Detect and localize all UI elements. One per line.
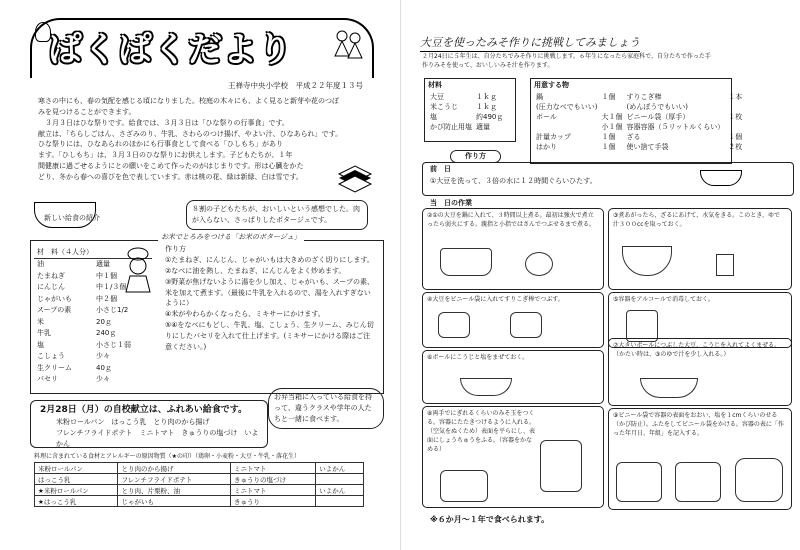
tool-row-cell: 使い捨て手袋: [626, 143, 669, 151]
tool-row-cell: 鍋: [536, 93, 543, 101]
ingredient-row-cell: 少々: [96, 352, 110, 361]
tools-table: [534, 92, 744, 152]
cup-icon: [716, 254, 734, 276]
allergy-row-cell: きゅうり: [231, 496, 316, 507]
girl-doll-icon: [35, 22, 51, 42]
ingredient-row-cell: たまねぎ: [37, 271, 65, 280]
allergy-row: [35, 474, 364, 485]
materials-title: 材料: [428, 81, 442, 89]
tool-row: [534, 112, 744, 122]
jar-icon: [540, 440, 582, 492]
tool-row-cell: すりこぎ棒: [626, 93, 662, 101]
ingredient-row: [34, 362, 152, 374]
material-row-cell: かび防止用塩: [430, 123, 472, 131]
tool-row-cell: (圧力なべでもいい): [536, 103, 598, 111]
allergy-row-cell: フレンチフライドポテト: [118, 474, 231, 485]
material-row: [428, 92, 505, 102]
day-before-step: ①大豆を洗って、３倍の水に１２時間ぐらいひたす。: [430, 177, 597, 185]
ingredient-row-cell: にんじん: [37, 283, 65, 292]
allergy-row-cell: はっこう乳: [35, 474, 118, 485]
tool-row-cell: 容器容器（５リットルくらい）: [626, 123, 725, 131]
tool-row-cell: 計量カップ: [536, 133, 571, 141]
ingredient-row-cell: 中２個: [96, 294, 117, 303]
tool-row-cell: ビニール袋（厚手）: [626, 113, 690, 121]
tool-row-cell: １個: [728, 133, 743, 141]
hina-dolls-icon: [330, 26, 366, 62]
soaking-bowl-icon: [700, 170, 742, 186]
tool-row: [534, 142, 744, 152]
tool-row-cell: １本: [728, 93, 743, 101]
tool-row-cell: 大１個: [601, 113, 623, 121]
miso-intro: ２月24日に５年生は、自分たちでみそ作りに挑戦します。６年生になったら家庭科で、自分たちで作った手 作りみそを使って、おいしいみそ汁を作ります。: [422, 53, 711, 69]
tool-row-cell: １個: [601, 93, 616, 101]
allergy-row-cell: じゃがいも: [118, 496, 231, 507]
tool-row-cell: ２枚: [728, 143, 743, 151]
ingredient-row-cell: 240ｇ: [96, 329, 117, 338]
material-row-cell: １ｋｇ: [476, 93, 497, 101]
allergy-row-cell: 米粉ロールパン: [35, 463, 118, 474]
tool-row-cell: (めんぼうでもいい): [626, 103, 688, 111]
tool-row-cell: ざる: [626, 133, 641, 141]
ingredient-row-cell: 小さじ1/2: [96, 306, 129, 315]
allergy-row-cell: いよかん: [316, 485, 364, 496]
allergy-row-cell: いよかん: [316, 463, 364, 474]
school-line: 王禅寺中央小学校 平成２２年度１３号: [228, 81, 363, 90]
right-page: [400, 0, 800, 550]
allergy-row-cell: とり肉のから揚げ: [118, 463, 231, 474]
tool-row-cell: 小１個: [601, 123, 623, 131]
tools-title: 用意する物: [534, 81, 569, 89]
ingredient-row-cell: 20ｇ: [96, 317, 112, 326]
allergy-title: 料理に含まれている食材とアレルギーの原因物質（★の印）（鶏卵・小麦粉・大豆・牛乳・落花生）: [34, 453, 300, 460]
material-row-cell: 塩: [430, 113, 437, 121]
ingredient-row-cell: 適量: [96, 260, 110, 269]
material-row: [428, 122, 505, 132]
material-row-cell: １ｋｇ: [476, 103, 497, 111]
ingredient-row: [34, 351, 152, 363]
ingredient-row: [34, 305, 152, 317]
ingredient-row-cell: じゃがいも: [37, 294, 72, 303]
school-menu-title: 2月28日（月）の自校献立は、ふれあい給食です。: [40, 405, 248, 415]
tool-row-cell: はかり: [536, 143, 557, 151]
bag-icon: [438, 312, 470, 338]
ingredient-row-cell: 油: [37, 260, 44, 269]
ingredient-row-cell: スープの素: [37, 306, 72, 315]
ingredient-row-cell: 中１/３個: [96, 283, 127, 292]
material-row-cell: 適量: [476, 123, 490, 131]
method-list: ①たまねぎ、にんじん、じゃがいもは大きめのざく切りにします。 ②なべに油を熱し、たまねぎ、にんじんをよく炒めます。 ③野菜が焦げないように湯を少し加え、じゃがいも、スープの素、米を加えて煮ます。（最後に牛乳を入れるので、湯を入れすぎないように） ④米がやわらかくなったら、ミキサーにかけます。 ⑤④をなべにもどし、牛乳、塩、こしょう、生クリーム、みじん切りにしたパセリを入れて仕上げます。(ミキサーにかける際はご注意ください。): [165, 256, 374, 351]
sealed-jar-icon-2: [675, 462, 721, 502]
ingredient-row: [34, 316, 152, 328]
hand-icon: [525, 252, 553, 276]
allergy-row-cell: きゅうりの塩づけ: [231, 474, 316, 485]
ingredient-row-cell: 中１個: [96, 271, 117, 280]
allergy-table: [34, 462, 364, 507]
ingredient-row-cell: 塩: [37, 340, 44, 349]
ingredient-row-cell: 米: [37, 317, 44, 326]
allergy-row-cell: ★米粉ロールパン: [35, 485, 118, 496]
chef-illustration: [118, 246, 158, 294]
step-2-text: ②①の大豆を鍋に入れて、３時間以上煮る。最初は強火で煮立ったら弱火にする。親指と小指ではさんでつぶせるまで煮る。: [427, 212, 596, 228]
ingredients-table: 材 料（４人分） 油 適量 たまねぎ 中１個 にんじん 中１/３個 じゃがいも 中２個 スープの素 小さじ1/2 米 20ｇ 牛乳 240ｇ 塩 小さじ１弱 こしょう 少々 生クリーム 40ｇ パセリ 少々: [34, 246, 152, 385]
tool-row: [534, 122, 744, 132]
ingredient-row: [34, 293, 152, 305]
tool-row-cell: ボール: [536, 113, 557, 121]
school-menu-items: 米粉ロールパン はっこう乳 とり肉のから揚げ フレンチフライドポテト ミニトマト きゅうりの塩づけ いよかん: [56, 418, 259, 448]
ingredient-row-cell: 小さじ１弱: [96, 340, 131, 349]
ingredient-row-cell: 少々: [96, 375, 110, 384]
ingredient-row-cell: 生クリーム: [37, 363, 72, 372]
tool-row: [534, 102, 744, 112]
material-row-cell: 約490ｇ: [476, 113, 504, 121]
hishimochi-icon: [335, 160, 375, 196]
tool-row-cell: １個: [601, 133, 616, 141]
tool-row-cell: [599, 102, 624, 112]
allergy-row-cell: ミニトマト: [231, 463, 316, 474]
ingredient-row-cell: 牛乳: [37, 329, 51, 338]
intro-text: 寒さの中にも、春の気配を感じる頃になりました。校庭の木々にも、よく見ると新芽や花のつぼ みを見つけることができます。 ３月３日はひな祭りです。給食では、３月３日は「ひな祭りの行事食」です。 献立は、「ちらしごはん、さざみのり、牛乳、さわらのつけ揚げ、やよい汁、ひなあられ」です。 ひな祭りには、ひなあられのほかにも行事食として食べる「ひしもち」があり ます。「ひしもち」は、３月３日のひな祭りにお供えします。子どもたちが、１年 間健康に過ごせるようにとの願いをこめて作ったのがはじまりです。形は心臓をかた どり、冬から春への喜びを色で表しています。赤は桃の花、緑は新緑、白は雪です。: [38, 97, 343, 181]
miso-title: 大豆を使ったみそ作りに挑戦してみましょう: [420, 34, 640, 52]
ingredient-row: [34, 328, 152, 340]
step-5-text: ⑤容器をアルコールで消毒しておく。: [613, 296, 714, 303]
allergy-row: [35, 463, 364, 474]
allergy-row-cell: ミニトマト: [231, 485, 316, 496]
material-row: [428, 102, 505, 112]
bagged-jar-icon: [735, 458, 783, 502]
allergy-row-cell: [316, 474, 364, 485]
ingredient-row-cell: 40ｇ: [96, 363, 112, 372]
day-before-label: 前 日: [430, 165, 451, 173]
allergy-row-cell: とり肉、片栗粉、油: [118, 485, 231, 496]
material-row-cell: 大豆: [430, 93, 444, 101]
ingredient-row-cell: パセリ: [37, 375, 58, 384]
tool-row-cell: １枚: [728, 113, 743, 121]
miso-footer: ※６か月～１年で食べられます。: [430, 515, 550, 524]
speech-bubble: ８割の子どもたちが、おいしいという感想でした。肉が入らない、さっぱりしたポタージュです。: [186, 200, 368, 230]
materials-table: [428, 92, 505, 132]
method-header: 作り方: [165, 245, 186, 253]
tool-row: [534, 132, 744, 142]
allergy-row: [35, 485, 364, 496]
ingredient-row: [34, 339, 152, 351]
bag-icon-2: [510, 312, 542, 338]
allergy-row-cell: ★はっこう乳: [35, 496, 118, 507]
recipe-heading: お米でとろみをつける「お米のポタージュ」: [158, 232, 304, 243]
step-3-text: ③煮あがったら、ざるにあげて、水気をきる。このとき、ゆで汁３００ccを取っておく。: [613, 212, 781, 228]
step-7-text: ⑦大きいボールにつぶした大豆、こうじを入れてよくまぜる。（かたい時は、③のゆで汁を少し入れる。）: [613, 342, 781, 358]
sealed-jar-icon: [616, 462, 662, 502]
jar-icon-2: [440, 470, 488, 502]
step-4-text: ④大豆をビニール袋に入れてすりこぎ棒でつぶす。: [427, 296, 564, 303]
day-of-label: 当 日の作業: [430, 199, 472, 207]
tool-row: [534, 92, 744, 102]
step-9-text: ⑨ビニール袋で容器の表面をおおい、塩を１cmくらいのせる（かび防止）。ふたをしてビニール袋をかける。容器の表に「作った年月日、年組」を記入する。: [613, 412, 784, 437]
new-menu-label: 新しい給食の紹介: [44, 214, 100, 222]
ingredient-row: [34, 374, 152, 386]
step-8-text: ⑧両手でにぎれるくらいのみそ玉をつくる。容器にたたきつけるように入れる。（空気をぬくため）表面を平らにし、表面にしょうちゅうをふる。（容器をかなめる）: [427, 410, 536, 453]
howto-label: 作り方: [450, 150, 501, 163]
allergy-row: [35, 496, 364, 507]
tool-row-cell: １個: [601, 143, 616, 151]
speech-bubble-2: お弁当箱に入っている給食を持って、違うクラスや学年の人たちと一緒に食べます。: [268, 388, 384, 429]
ingredient-row-cell: こしょう: [37, 352, 65, 361]
tool-row-cell: [726, 102, 744, 112]
allergy-row-cell: [316, 496, 364, 507]
tool-row-cell: [534, 122, 599, 132]
newsletter-title: ぱくぱくだより: [48, 30, 293, 70]
step-6-text: ⑥ボールにこうじと塩をまぜておく。: [427, 354, 529, 361]
material-row: [428, 112, 505, 122]
material-row-cell: 米こうじ: [430, 103, 458, 111]
tool-row-cell: [726, 122, 744, 132]
pot-icon: [440, 248, 492, 276]
